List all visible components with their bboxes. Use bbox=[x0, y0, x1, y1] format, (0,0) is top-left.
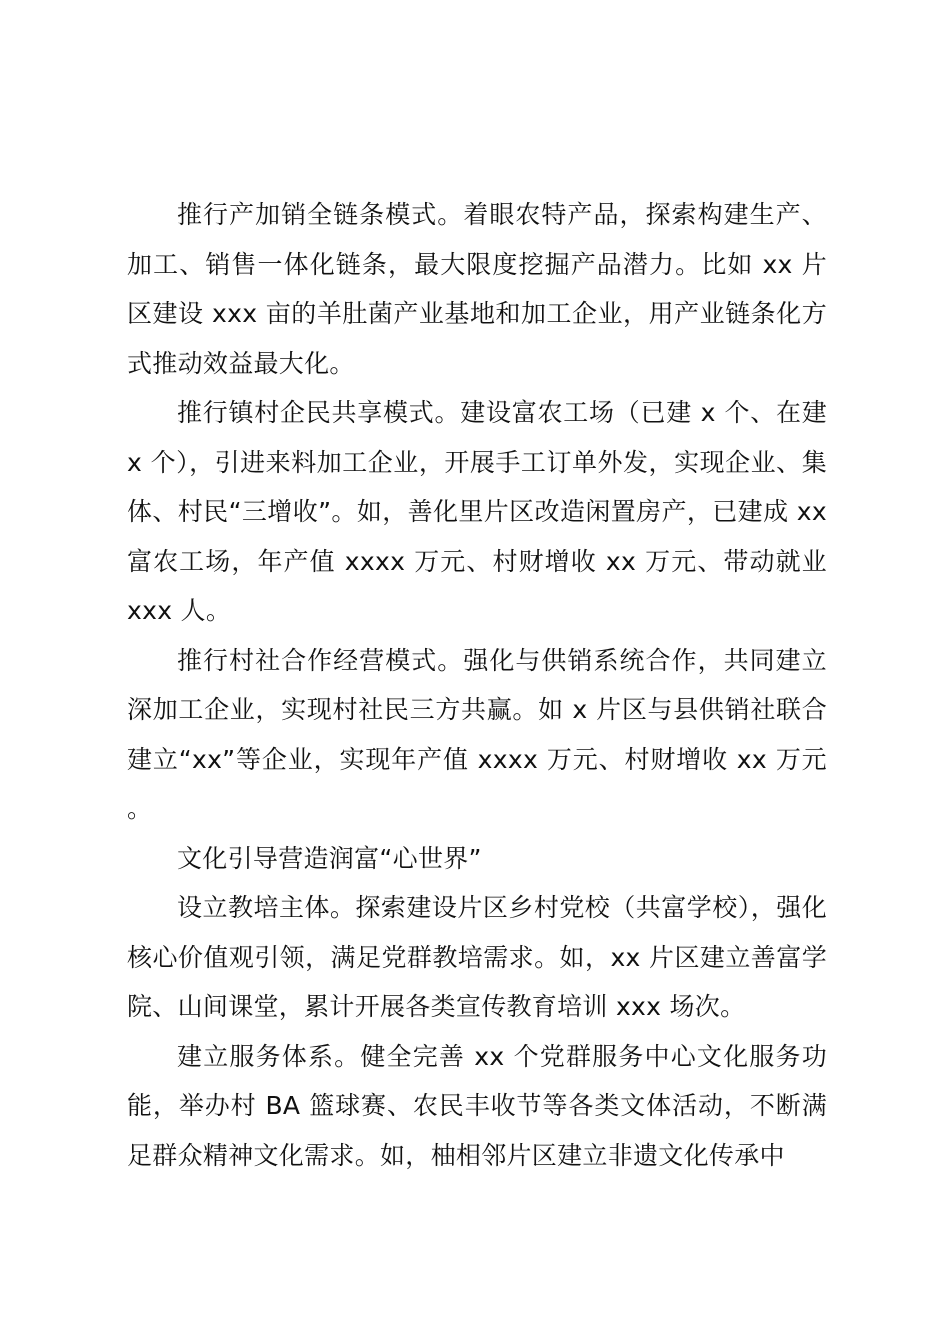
document-body bbox=[127, 190, 827, 1180]
paragraph-shared-model: 推行镇村企民共享模式。建设富农工场（已建 x 个、在建 x 个），引进来料加工企业，开展手工订单外发，实现企业、集体、村民“三增收”。如，善化里片区改造闲置房产，已建成 xx 富农工场，年产值 xxxx 万元、村财增收 xx 万元、带动就业 xxx 人。 bbox=[127, 398, 827, 625]
paragraph-education-body: 设立教培主体。探索建设片区乡村党校（共富学校），强化核心价值观引领，满足党群教培需求。如，xx 片区建立善富学院、山间课堂，累计开展各类宣传教育培训 xxx 场次。 bbox=[127, 893, 827, 1021]
paragraph-service-system: 建立服务体系。健全完善 xx 个党群服务中心文化服务功能，举办村 BA 篮球赛、农民丰收节等各类文体活动，不断满足群众精神文化需求。如，柚相邻片区建立非遗文化传承中 bbox=[127, 1041, 827, 1170]
section-heading-culture: 文化引导营造润富“心世界” bbox=[177, 843, 482, 873]
paragraph-industry-chain-model: 推行产加销全链条模式。着眼农特产品，探索构建生产、加工、销售一体化链条，最大限度挖掘产品潜力。比如 xx 片区建设 xxx 亩的羊肚菌产业基地和加工企业，用产业链条化方式推动效益最大化。 bbox=[127, 200, 827, 378]
paragraph-cooperative-model: 推行村社合作经营模式。强化与供销系统合作，共同建立深加工企业，实现村社民三方共赢。如 x 片区与县供销社联合建立“xx”等企业，实现年产值 xxxx 万元、村财增收 xx 万元。 bbox=[127, 645, 827, 823]
